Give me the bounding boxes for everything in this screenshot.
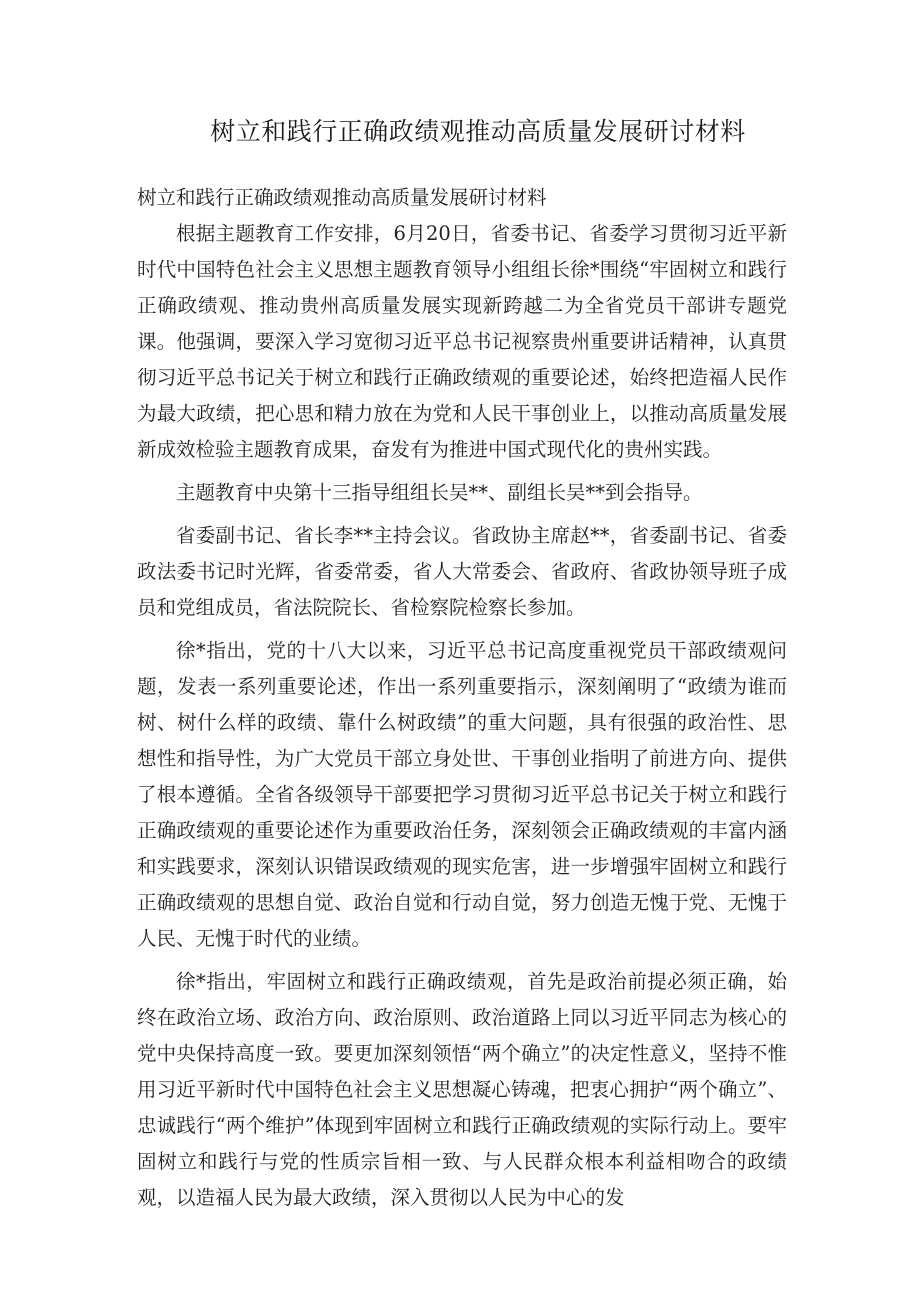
paragraph-5: 徐*指出，牢固树立和践行正确政绩观，首先是政治前提必须正确，始终在政治立场、政治方向、政治原则、政治道路上同以习近平同志为核心的党中央保持高度一致。要更加深刻领悟“两个确立”的决定性意义，坚持不惟用习近平新时代中国特色社会主义思想凝心铸魂，把衷心拥护“两个确立”、忠诚践行“两个维护”体现到牢固树立和践行正确政绩观的实际行动上。要牢固树立和践行与党的性质宗旨相一致、与人民群众根本利益相吻合的政绩观，以造福人民为最大政绩，深入贯彻以人民为中心的发 <box>137 970 787 1209</box>
paragraph-3: 省委副书记、省长李**主持会议。省政协主席赵**，省委副书记、省委政法委书记时光辉，省委常委，省人大常委会、省政府、省政协领导班子成员和党组成员，省法院院长、省检察院检察长参加。 <box>137 524 787 619</box>
document-body <box>137 180 787 1223</box>
paragraph-1: 根据主题教育工作安排，6月20日，省委书记、省委学习贯彻习近平新时代中国特色社会主义思想主题教育领导小组组长徐*围绕“牢固树立和践行正确政绩观、推动贵州高质量发展实现新跨越二为全省党员干部讲专题党课。他强调，要深入学习宽彻习近平总书记视察贵州重要讲话精神，认真贯彻习近平总书记关于树立和践行正确政绩观的重要论述，始终把造福人民作为最大政绩，把心思和精力放在为党和人民干事创业上，以推动高质量发展新成效检验主题教育成果，奋发有为推进中国式现代化的贵州实践。 <box>137 222 787 461</box>
document-title: 树立和践行正确政绩观推动高质量发展研讨材料 <box>210 117 746 146</box>
paragraph-4: 徐*指出，党的十八大以来，习近平总书记高度重视党员干部政绩观问题，发表一系列重要论述，作出一系列重要指示，深刻阐明了“政绩为谁而树、树什么样的政绩、靠什么树政绩”的重大问题，具有很强的政治性、思想性和指导性，为广大党员干部立身处世、干事创业指明了前进方向、提供了根本遵循。全省各级领导干部要把学习贯彻习近平总书记关于树立和践行正确政绩观的重要论述作为重要政治任务，深刻领会正确政绩观的丰富内涵和实践要求，深刻认识错误政绩观的现实危害，进一步增强牢固树立和践行正确政绩观的思想自觉、政治自觉和行动自觉，努力创造无愧于党、无愧于人民、无愧于时代的业绩。 <box>137 639 787 950</box>
paragraph-2: 主题教育中央第十三指导组组长吴**、副组长吴**到会指导。 <box>176 481 703 504</box>
document-subtitle: 树立和践行正确政绩观推动高质量发展研讨材料 <box>137 186 547 209</box>
